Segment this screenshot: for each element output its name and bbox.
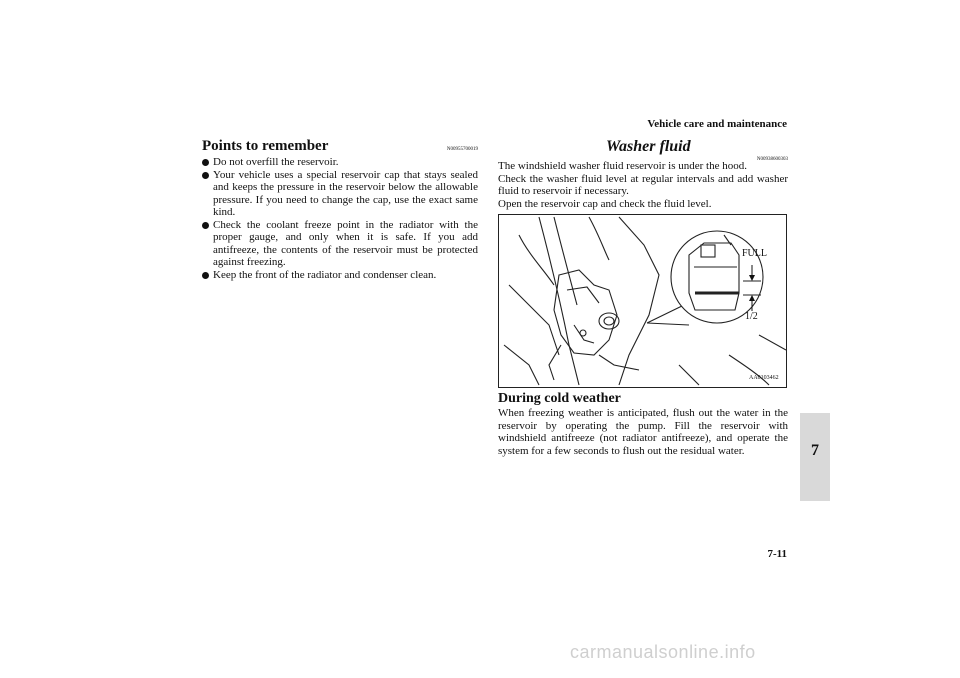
bullet-item	[202, 269, 478, 282]
right-column	[498, 138, 788, 457]
section-heading: Points to remember	[202, 138, 329, 154]
washer-fluid-heading: Washer fluid	[606, 138, 691, 155]
bullet-text: Keep the front of the radiator and condenser clean.	[213, 268, 437, 281]
bullet-item	[202, 169, 478, 219]
chapter-number: 7	[811, 442, 819, 459]
left-column	[202, 138, 478, 281]
running-header: Vehicle care and maintenance	[647, 118, 787, 130]
reservoir-illustration	[499, 215, 786, 387]
intro-line: Open the reservoir cap and check the fluid level.	[498, 197, 712, 210]
watermark: carmanualsonline.info	[570, 642, 756, 662]
figure-code: AA0103462	[749, 375, 779, 381]
intro-line: Check the washer fluid level at regular intervals and add washer fluid to reservoir if necessary.	[498, 172, 788, 197]
washer-reservoir-figure	[498, 214, 787, 388]
bullet-text: Your vehicle uses a special reservoir cap that stays sealed and keeps the pressure in the reservoir below the allowable pressure. If you need to change the cap, use the exact same kind.	[213, 168, 478, 218]
section-code: N00938600303	[756, 157, 788, 162]
intro-line: The windshield washer fluid reservoir is under the hood.	[498, 160, 747, 172]
bullet-item	[202, 219, 478, 269]
bullet-icon	[202, 272, 209, 279]
bullet-item	[202, 156, 478, 169]
chapter-tab	[800, 413, 830, 501]
cold-weather-heading: During cold weather	[498, 391, 621, 406]
bullet-list	[202, 156, 478, 281]
bullet-icon	[202, 172, 209, 179]
full-level-label: FULL	[742, 248, 767, 259]
half-level-label: 1/2	[745, 311, 758, 322]
cold-weather-text: When freezing weather is anticipated, flush out the water in the reservoir by operating the pump. Fill the reservoir with windshield antifreeze (not radiator antifreeze), and operate the system for a few seconds to flush out the residual water.	[498, 407, 788, 457]
bullet-icon	[202, 159, 209, 166]
bullet-text: Check the coolant freeze point in the radiator with the proper gauge, and only when it is safe. If you add antifreeze, the contents of the reservoir must be protected against freezing.	[213, 218, 478, 268]
washer-fluid-heading-row	[498, 138, 788, 160]
points-to-remember-heading	[202, 138, 478, 155]
bullet-icon	[202, 222, 209, 229]
page-number: 7-11	[767, 548, 787, 560]
section-code: N00955700019	[446, 147, 478, 152]
bullet-text: Do not overfill the reservoir.	[213, 156, 339, 168]
